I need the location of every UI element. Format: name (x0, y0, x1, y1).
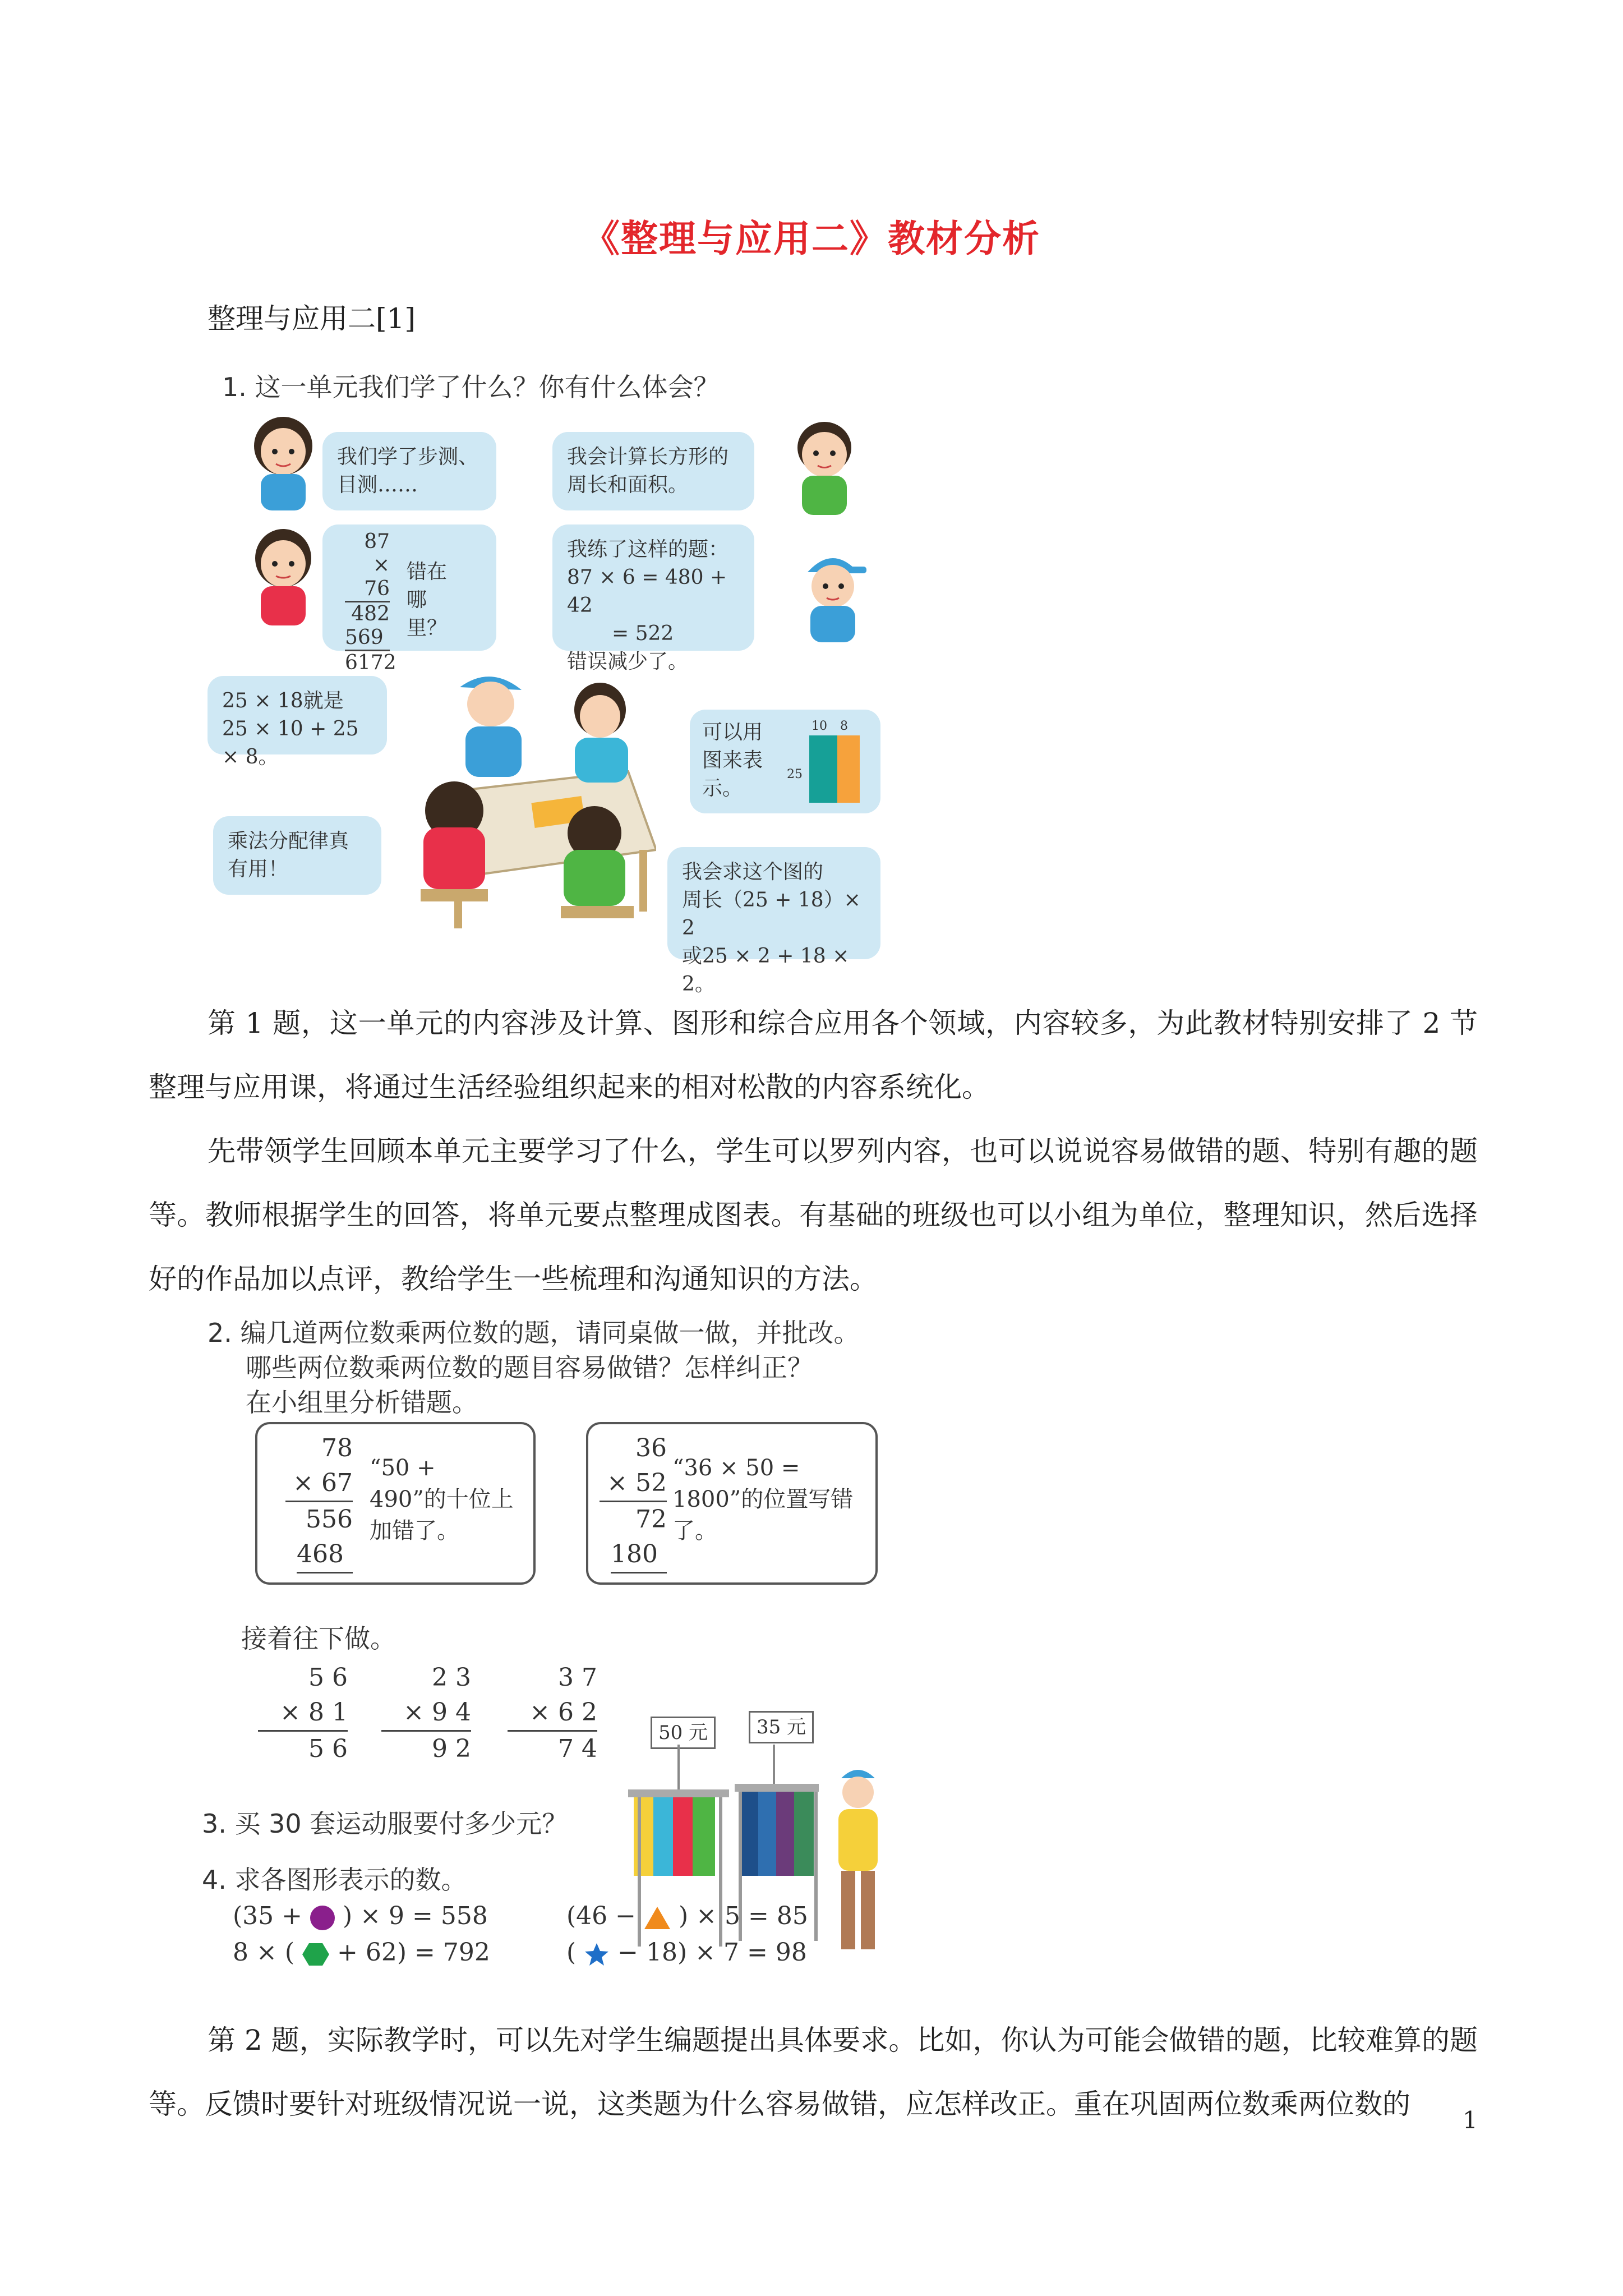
girl-red-avatar (241, 524, 325, 625)
distributive-line-1: 25 × 18就是 (222, 689, 344, 712)
speech-bubble-diagram (690, 710, 880, 813)
exercise-2-partial: 9 2 (432, 1734, 471, 1763)
calc-multiplicand: 87 (364, 530, 390, 553)
calc-multiplier: × 76 (345, 554, 390, 602)
equation-hexagon (233, 1935, 490, 1970)
practice-line-2: 87 × 6 = 480 + 42 (567, 566, 727, 617)
speech-bubble-measure: 我们学了步测、目测…… (322, 432, 496, 510)
perimeter-line-2: 周长（25 + 18）× 2 (682, 889, 861, 940)
paragraph-q1-method: 先带领学生回顾本单元主要学习了什么，学生可以罗列内容，也可以说说容易做错的题、特别有趣的题等。教师根据学生的回答，将单元要点整理成图表。有基础的班级也可以小组为单位，整理知识，然后选择好的作品加以点评，教给学生一些梳理和沟通知识的方法。 (149, 1135, 1478, 1295)
exercise-1-partial: 5 6 (308, 1734, 348, 1763)
calc-partial-2: 569 (345, 626, 390, 651)
speech-bubble-error-calc (322, 524, 496, 674)
blue-star-icon (584, 1942, 610, 1967)
eq3-right: + 62) = 792 (337, 1938, 490, 1967)
perimeter-line-1: 我会求这个图的 (682, 861, 824, 884)
exercise-2 (381, 1660, 471, 1766)
calc-result: 6172 (345, 651, 396, 674)
page-title: 《整理与应用二》教材分析 (583, 217, 1040, 260)
speech-bubble-perimeter (667, 847, 880, 996)
students-at-table-illustration (393, 665, 656, 928)
question-2-line-1: 2. 编几道两位数乘两位数的题，请同桌做一做，并批改。 (208, 1318, 860, 1348)
exercise-3-multiplier: × 6 2 (508, 1695, 597, 1732)
exercise-3 (508, 1660, 597, 1766)
eq4-left: ( (566, 1938, 577, 1967)
area-bar-diagram (782, 717, 872, 807)
speech-bubble-law-useful: 乘法分配律真有用！ (213, 816, 381, 895)
box1-partial-1: 556 (306, 1505, 353, 1534)
continue-instruction: 接着往下做。 (241, 1623, 396, 1654)
question-3: 3. 买 30 套运动服要付多少元？ (202, 1809, 568, 1839)
box1-note: “50 + 490”的十位上加错了。 (370, 1455, 514, 1544)
exercise-1-top: 5 6 (308, 1663, 348, 1692)
bar-teal (809, 735, 837, 803)
box2-multiplier: × 52 (600, 1466, 667, 1502)
boy-avatar (785, 415, 864, 516)
question-1: 1. 这一单元我们学了什么？你有什么体会？ (222, 372, 720, 402)
price-tag-50: 50 元 (651, 1717, 716, 1749)
error-question: 错在哪里？ (407, 560, 448, 639)
diagram-caption: 可以用图来表示。 (702, 721, 763, 800)
box2-note: “36 × 50 = 1800”的位置写错了。 (672, 1455, 854, 1544)
speech-bubble-rectangle: 我会计算长方形的周长和面积。 (552, 432, 754, 510)
error-example-box-2 (586, 1422, 878, 1585)
bar-orange (837, 735, 860, 803)
bar-label-8: 8 (840, 719, 848, 733)
box2-partial-2: 180 (611, 1537, 667, 1573)
boy-cap-avatar (796, 544, 869, 642)
error-example-box-1 (255, 1422, 536, 1585)
eq1-left: (35 + (233, 1902, 303, 1930)
eq2-right: ) × 5 = 85 (679, 1902, 808, 1930)
question-2-line-2: 哪些两位数乘两位数的题目容易做错？怎样纠正？ (246, 1352, 813, 1383)
equation-circle (233, 1899, 488, 1934)
bar-label-10: 10 (811, 719, 827, 733)
question-2-line-3: 在小组里分析错题。 (246, 1387, 478, 1418)
section-subheading: 整理与应用二[1] (208, 302, 416, 335)
eq1-right: ) × 9 = 558 (343, 1902, 488, 1930)
eq4-right: − 18) × 7 = 98 (617, 1938, 807, 1967)
orange-triangle-icon (644, 1906, 671, 1930)
equation-triangle (566, 1899, 808, 1934)
exercise-1-multiplier: × 8 1 (258, 1695, 348, 1732)
girl-avatar (241, 412, 325, 510)
exercise-2-multiplier: × 9 4 (381, 1695, 471, 1732)
bar-label-25: 25 (787, 767, 803, 781)
box1-multiplier: × 67 (285, 1466, 353, 1502)
box2-multiplicand: 36 (635, 1434, 667, 1462)
question-4: 4. 求各图形表示的数。 (202, 1865, 467, 1895)
analysis-paragraph-2 (149, 2008, 1478, 2136)
practice-line-1: 我练了这样的题： (567, 538, 729, 561)
page-number: 1 (1463, 2106, 1478, 2134)
price-tag-35: 35 元 (749, 1711, 814, 1743)
figure-exercises (202, 1301, 903, 1997)
exercise-1 (258, 1660, 348, 1766)
paragraph-q2: 第 2 题，实际教学时，可以先对学生编题提出具体要求。比如，你认为可能会做错的题，比较难算的题等。反馈时要针对班级情况说一说，这类题为什么容易做错，应怎样改正。重在巩固两位数乘两位数的 (149, 2024, 1478, 2120)
eq2-left: (46 − (566, 1902, 637, 1930)
calc-partial-1: 482 (351, 602, 390, 625)
practice-line-3: = 522 (612, 622, 674, 645)
perimeter-line-3: 或25 × 2 + 18 × 2。 (682, 945, 850, 996)
practice-line-4: 错误减少了。 (567, 650, 689, 673)
equation-star (566, 1935, 807, 1970)
distributive-line-2: 25 × 10 + 25 × 8。 (222, 717, 359, 769)
figure-review-dialogue (208, 359, 886, 996)
speech-bubble-practice (552, 524, 754, 673)
exercise-3-top: 3 7 (558, 1663, 597, 1692)
box2-partial-1: 72 (635, 1505, 667, 1534)
paragraph-q1-intro: 第 1 题，这一单元的内容涉及计算、图形和综合应用各个领域，内容较多，为此教材特别安排了 2 节整理与应用课，将通过生活经验组织起来的相对松散的内容系统化。 (149, 1007, 1478, 1103)
green-hexagon-icon (302, 1942, 329, 1967)
exercise-2-top: 2 3 (432, 1663, 471, 1692)
purple-circle-icon (310, 1906, 335, 1930)
analysis-paragraph-1 (149, 991, 1478, 1311)
box1-multiplicand: 78 (321, 1434, 353, 1462)
eq3-left: 8 × ( (233, 1938, 294, 1967)
box1-partial-2: 468 (297, 1537, 353, 1573)
speech-bubble-distributive (208, 676, 387, 769)
exercise-3-partial: 7 4 (558, 1734, 597, 1763)
